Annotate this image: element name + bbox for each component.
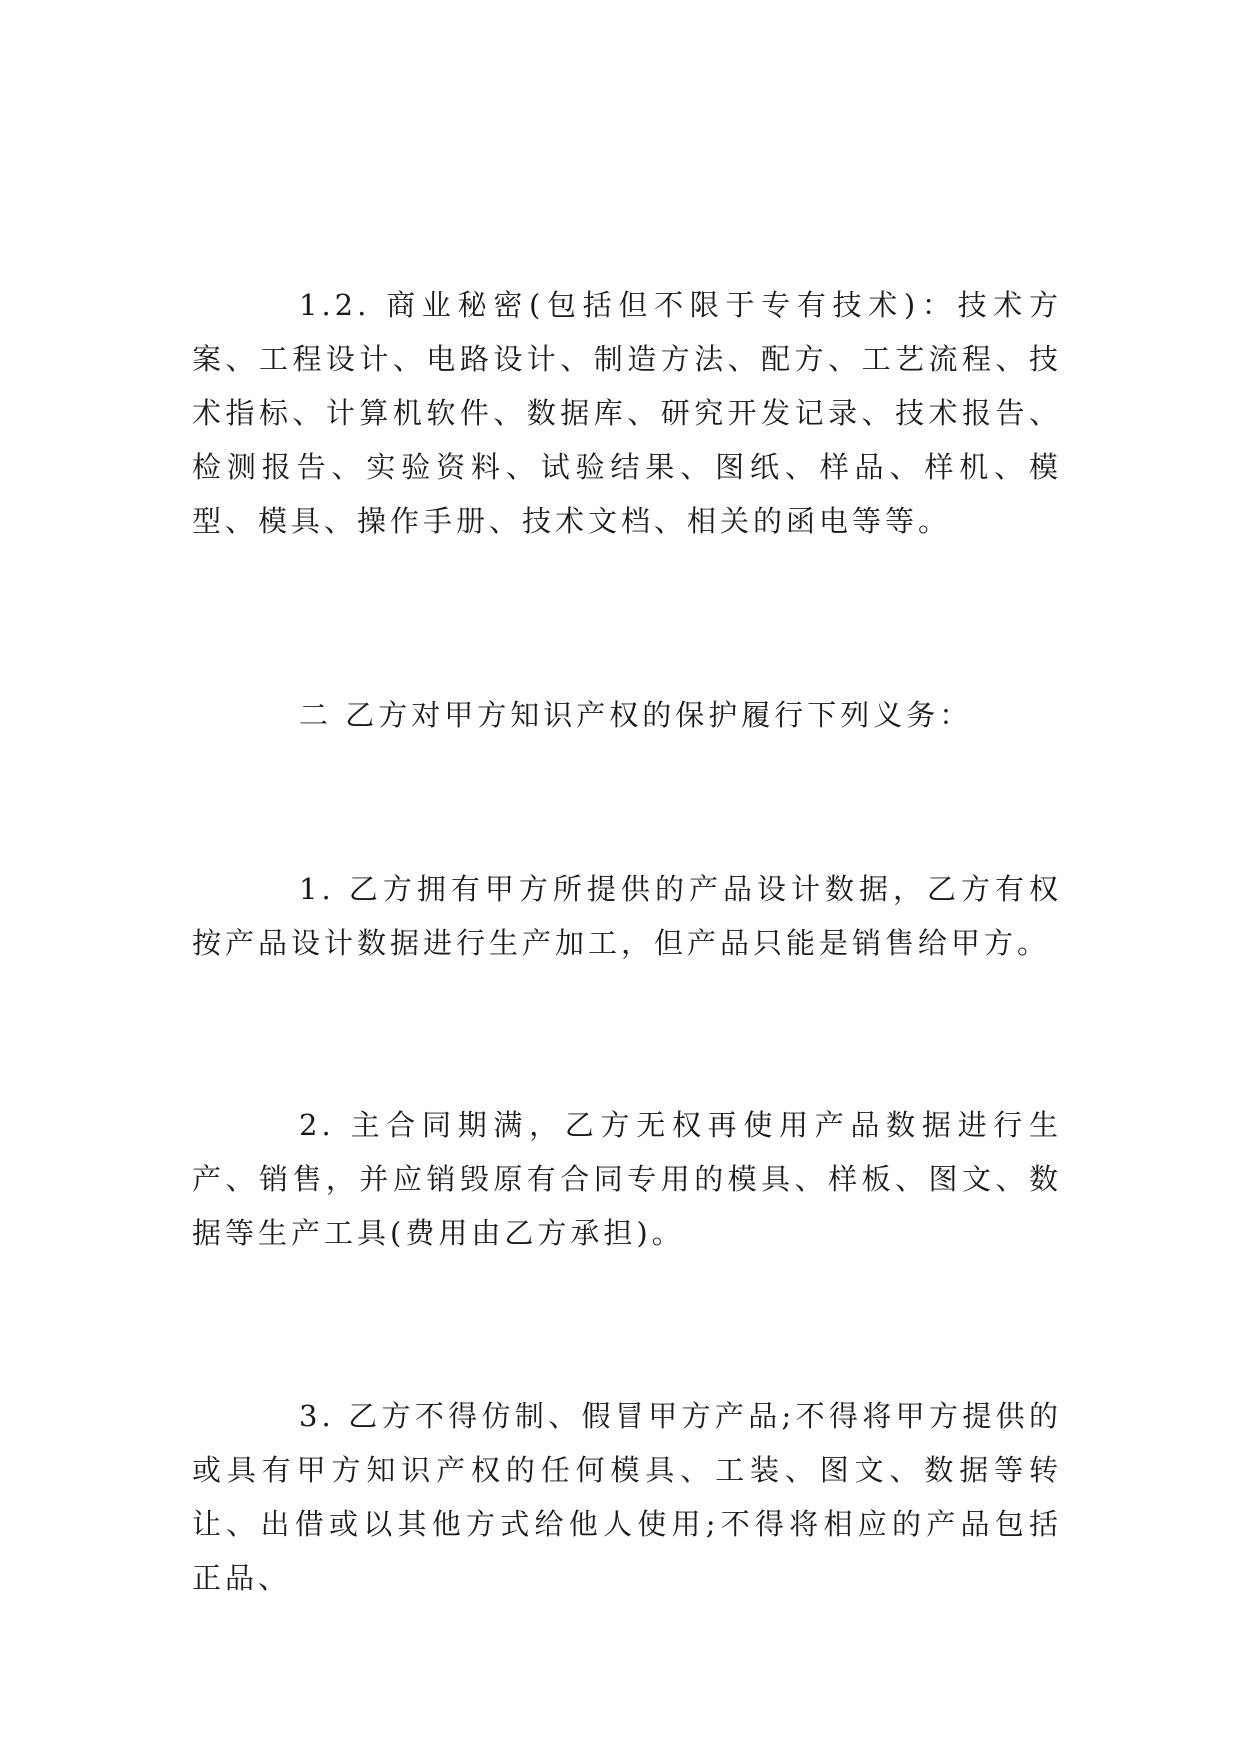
- clause-2-contract-expiry: 2. 主合同期满，乙方无权再使用产品数据进行生产、销售，并应销毁原有合同专用的模具、样板、图文、数据等生产工具(费用由乙方承担)。: [192, 1108, 1062, 1250]
- section-2-heading: 二 乙方对甲方知识产权的保护履行下列义务：: [299, 698, 973, 732]
- clause-3-no-imitation: 3. 乙方不得仿制、假冒甲方产品;不得将甲方提供的或具有甲方知识产权的任何模具、工装、图文、数据等转让、出借或以其他方式给他人使用;不得将相应的产品包括正品、: [192, 1399, 1062, 1595]
- clause-1-design-data: 1. 乙方拥有甲方所提供的产品设计数据，乙方有权按产品设计数据进行生产加工，但产品只能是销售给甲方。: [192, 872, 1062, 960]
- clause-1-2-trade-secrets: 1.2. 商业秘密(包括但不限于专有技术)：技术方案、工程设计、电路设计、制造方法、配方、工艺流程、技术指标、计算机软件、数据库、研究开发记录、技术报告、检测报告、实验资料、试验结果、图纸、样品、样机、模型、模具、操作手册、技术文档、相关的函电等等。: [192, 288, 1062, 538]
